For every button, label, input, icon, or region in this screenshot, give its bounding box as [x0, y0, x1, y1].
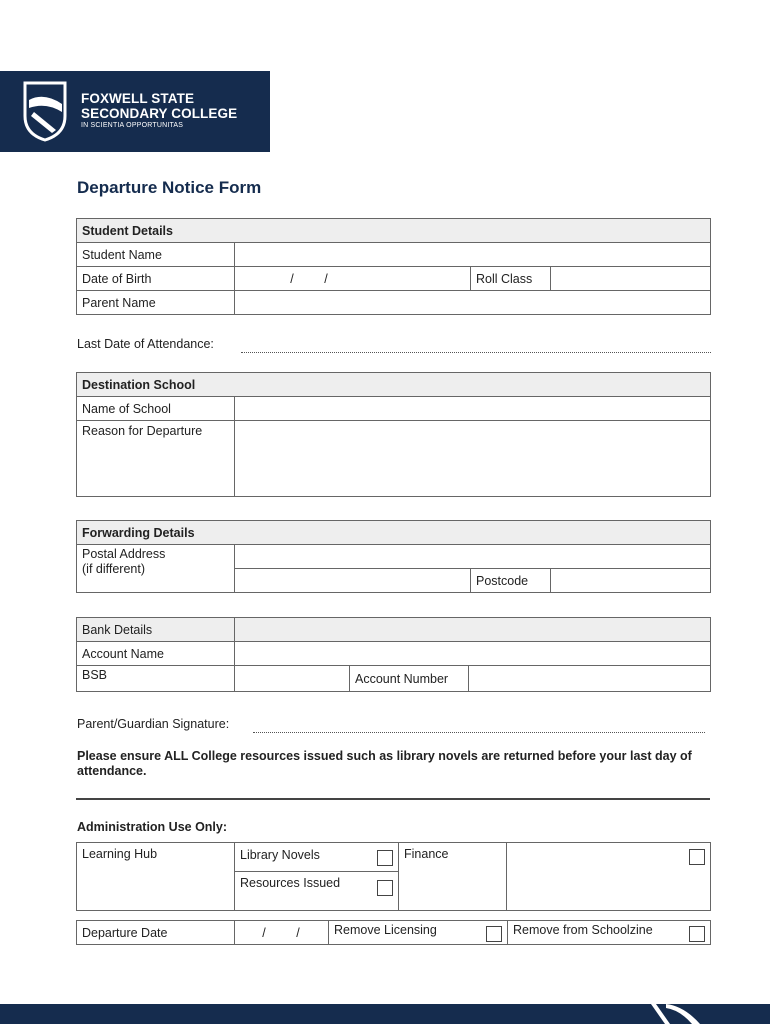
- reason-field[interactable]: [235, 421, 711, 497]
- postal-address-field[interactable]: [235, 545, 711, 569]
- student-name-field[interactable]: [235, 243, 711, 267]
- destination-school-header: Destination School: [77, 373, 711, 397]
- remove-licensing-checkbox[interactable]: [486, 926, 502, 942]
- postal-address-label-line1: Postal Address: [82, 547, 166, 561]
- date-separator: /: [290, 271, 294, 286]
- date-separator: /: [324, 271, 328, 286]
- student-details-header: Student Details: [77, 219, 711, 243]
- student-name-label: Student Name: [77, 243, 235, 267]
- student-details-table: [76, 218, 711, 315]
- college-motto: IN SCIENTIA OPPORTUNITAS: [81, 122, 184, 129]
- library-novels-cell: [235, 843, 399, 872]
- resources-issued-cell: [235, 872, 399, 911]
- postcode-field[interactable]: [551, 569, 711, 593]
- last-date-label: Last Date of Attendance:: [77, 337, 214, 351]
- admin-table: [76, 842, 711, 911]
- signature-label: Parent/Guardian Signature:: [77, 717, 230, 731]
- dob-field[interactable]: [235, 267, 471, 291]
- postcode-label: Postcode: [471, 569, 551, 593]
- footer-bar: [0, 1004, 770, 1024]
- roll-class-label: Roll Class: [471, 267, 551, 291]
- finance-label: Finance: [399, 843, 507, 911]
- admin-title: Administration Use Only:: [77, 820, 228, 834]
- reason-label: Reason for Departure: [77, 421, 235, 497]
- college-name-line2: SECONDARY COLLEGE: [81, 106, 238, 121]
- dob-label: Date of Birth: [77, 267, 235, 291]
- remove-schoolzine-cell: [508, 921, 711, 945]
- bank-details-table: [76, 617, 711, 692]
- library-novels-label: Library Novels: [240, 848, 320, 862]
- school-name-field[interactable]: [235, 397, 711, 421]
- bsb-label: BSB: [77, 666, 235, 692]
- bank-details-header-fill: [235, 618, 711, 642]
- bank-details-header: Bank Details: [77, 618, 235, 642]
- destination-school-table: [76, 372, 711, 497]
- resources-issued-label: Resources Issued: [240, 876, 341, 890]
- college-logo-block: [0, 71, 270, 152]
- crest-mark-icon: [648, 1004, 708, 1024]
- library-novels-checkbox[interactable]: [377, 850, 393, 866]
- form-title: Departure Notice Form: [77, 178, 262, 197]
- parent-name-field[interactable]: [235, 291, 711, 315]
- departure-date-label: Departure Date: [77, 921, 235, 945]
- date-separator: /: [262, 925, 266, 940]
- roll-class-field[interactable]: [551, 267, 711, 291]
- school-name-label: Name of School: [77, 397, 235, 421]
- remove-licensing-cell: [329, 921, 508, 945]
- postal-address-label-line2: (if different): [82, 562, 145, 576]
- remove-schoolzine-checkbox[interactable]: [689, 926, 705, 942]
- shield-crest-icon: [22, 80, 68, 142]
- account-number-field[interactable]: [469, 666, 711, 692]
- section-divider: [76, 798, 710, 800]
- bsb-field[interactable]: [235, 666, 350, 692]
- postal-address-label: [77, 545, 235, 593]
- date-separator: /: [296, 925, 300, 940]
- account-name-field[interactable]: [235, 642, 711, 666]
- remove-schoolzine-label: Remove from Schoolzine: [513, 923, 653, 937]
- departure-admin-table: [76, 920, 711, 945]
- remove-licensing-label: Remove Licensing: [334, 923, 437, 937]
- resources-issued-checkbox[interactable]: [377, 880, 393, 896]
- postal-address-field-line2[interactable]: [235, 569, 471, 593]
- account-number-label: Account Number: [350, 666, 469, 692]
- last-date-field[interactable]: [241, 342, 711, 353]
- departure-date-field[interactable]: [235, 921, 329, 945]
- account-name-label: Account Name: [77, 642, 235, 666]
- learning-hub-label: Learning Hub: [77, 843, 235, 911]
- forwarding-details-header: Forwarding Details: [77, 521, 711, 545]
- resources-notice: Please ensure ALL College resources issued such as library novels are returned before your last day of attendance.: [77, 749, 692, 778]
- finance-cell: [507, 843, 711, 911]
- college-name-line1: FOXWELL STATE: [81, 91, 195, 106]
- college-name: [81, 91, 237, 121]
- parent-name-label: Parent Name: [77, 291, 235, 315]
- signature-field[interactable]: [253, 722, 705, 733]
- finance-checkbox[interactable]: [689, 849, 705, 865]
- forwarding-details-table: [76, 520, 711, 593]
